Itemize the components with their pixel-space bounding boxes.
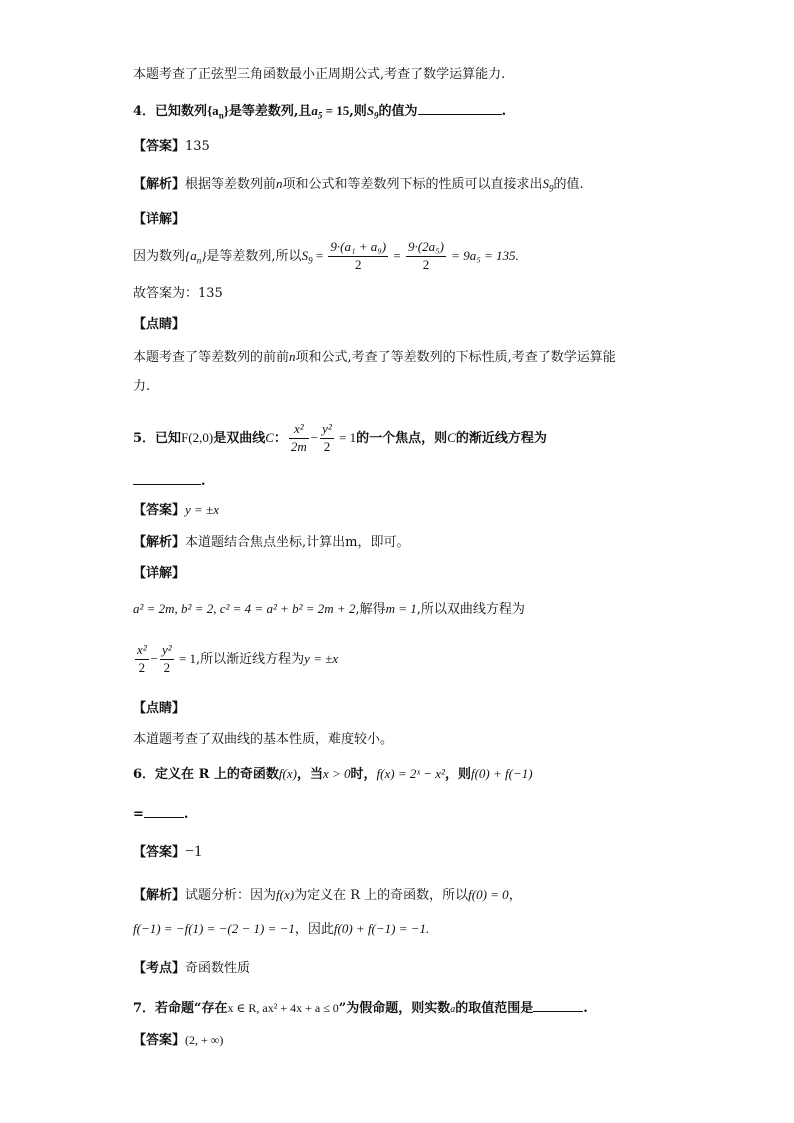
- question-text: 若命题“存在: [155, 1001, 228, 1016]
- keypoint-row: [133, 962, 250, 977]
- fraction: $\frac{\text{9·(a₁ + a₉)}}{2}$: [330, 239, 387, 272]
- question-text: 已知数列: [155, 104, 208, 119]
- detail-row: $\frac{\text{x²}}{2}$ − $\frac{\text{y²}}{2}$ = 1,所以渐近线方程为y = ±x: [137, 642, 339, 675]
- question-text: 已知: [155, 430, 182, 446]
- detail-row: a² = 2m, b² = 2, c² = 4 = a² + b² = 2m + 2,解得m = 1,所以双曲线方程为: [133, 601, 525, 617]
- math-eq: =: [312, 247, 327, 263]
- answer-blank: [133, 474, 201, 485]
- question-6-blank: = .: [133, 807, 189, 822]
- question-text: 的值为: [378, 104, 418, 119]
- comment-tag: 【点睛】: [133, 701, 186, 716]
- question-number: 4．: [133, 104, 156, 119]
- math-sequence: $\{a_n\}$: [207, 103, 229, 121]
- question-number: 7．: [133, 1001, 156, 1016]
- question-text: 是双曲线: [213, 430, 266, 446]
- analysis-row: 【解析】试题分析：因为f(x)为定义在 R 上的奇函数，所以f(0) = 0，: [133, 887, 522, 903]
- detail-text: 因为数列: [133, 248, 186, 264]
- fraction: $\frac{\text{x²}}{2m}$: [290, 421, 307, 454]
- answer-value: −1: [185, 843, 203, 860]
- detail-row: 因为数列$\{a_n\}$是等差数列,所以$S_9$ = $\frac{\text{9·(a₁ + a₉)}}{2}$ = $\frac{\text{9·(2a₅)}}{2}$ = 9a₅ = 135.: [133, 239, 519, 272]
- math-condition: $a_5 = 15$: [311, 103, 350, 121]
- fraction: $\frac{\text{y²}}{2}$: [162, 642, 172, 675]
- analysis-text: 根据等差数列前: [185, 177, 277, 192]
- question-text: 定义在 R 上的奇函数: [155, 767, 279, 782]
- question-4: [133, 104, 506, 121]
- math-point: F(2,0): [181, 429, 214, 445]
- analysis-row: [133, 177, 584, 194]
- question-5: 5．已知F(2,0)是双曲线C： $\frac{\text{x²}}{2m}$ − $\frac{\text{y²}}{2}$ = 1的一个焦点，则C的渐近线方程为: [133, 421, 547, 454]
- answer-row: [133, 140, 210, 155]
- answer-tag: 【答案】: [133, 503, 186, 518]
- question-5-blank: .: [133, 474, 206, 490]
- analysis-row: f(−1) = −f(1) = −(2 − 1) = −1，因此f(0) + f(−1) = −1.: [133, 921, 430, 937]
- answer-row: [133, 843, 202, 861]
- question-6: 6．定义在 R 上的奇函数f(x)，当x > 0时，f(x) = 2ˣ − x²，则f(0) + f(−1): [133, 766, 533, 782]
- math-sequence: $\{a_n\}$: [185, 247, 207, 266]
- answer-statement: 故答案为：135: [133, 286, 223, 301]
- answer-row: [133, 503, 219, 519]
- math-s9: $S_9$: [366, 103, 379, 121]
- answer-value: y = ±x: [185, 502, 219, 517]
- answer-value: (2, + ∞): [185, 1033, 224, 1047]
- keypoint-tag: 【考点】: [133, 961, 186, 976]
- answer-row: [133, 1034, 223, 1049]
- analysis-text: 项和公式和等差数列下标的性质可以直接求出: [282, 177, 543, 192]
- question-text: ,则: [349, 104, 367, 119]
- question-text: 的渐近线方程为: [455, 430, 547, 446]
- question-number: 6．: [133, 767, 156, 782]
- math-s9: $S_9$: [542, 176, 554, 194]
- fraction: $\frac{\text{x²}}{2}$: [137, 642, 147, 675]
- question-number: 5．: [133, 430, 156, 446]
- math-expression: a² = 2m, b² = 2, c² = 4 = a² + b² = 2m + 2: [133, 601, 356, 616]
- math-n: n: [276, 176, 283, 191]
- answer-tag: 【答案】: [133, 1033, 186, 1048]
- analysis-text: 本道题结合焦点坐标,计算出m，即可。: [185, 535, 410, 550]
- comment-tag: 【点睛】: [133, 317, 186, 332]
- analysis-row: [133, 536, 409, 551]
- comment-text: 本题考查了等差数列的前前n项和公式,考查了等差数列的下标性质,考查了数学运算能: [133, 349, 616, 365]
- detail-tag: 【详解】: [133, 566, 186, 581]
- answer-tag: 【答案】: [133, 845, 186, 860]
- answer-blank: [144, 807, 184, 818]
- fraction: $\frac{\text{9·(2a₅)}}{2}$: [407, 239, 444, 272]
- keypoint-text: 奇函数性质: [185, 961, 251, 976]
- question-end: .: [501, 104, 507, 119]
- answer-blank: [418, 104, 502, 115]
- question-text: 是等差数列,且: [228, 104, 312, 119]
- detail-text: 是等差数列,所以: [206, 248, 302, 264]
- analysis-tag: 【解析】: [133, 888, 186, 903]
- paragraph-line: 本题考查了正弦型三角函数最小正周期公式,考查了数学运算能力.: [133, 67, 506, 82]
- analysis-text: 的值.: [553, 177, 584, 192]
- comment-text: 力.: [133, 379, 151, 394]
- question-text: 的一个焦点，则: [356, 430, 448, 446]
- comment-text: 本道题考查了双曲线的基本性质，难度较小。: [133, 732, 394, 747]
- fraction: $\frac{\text{y²}}{2}$: [322, 421, 332, 454]
- answer-tag: 【答案】: [133, 139, 186, 154]
- analysis-tag: 【解析】: [133, 177, 186, 192]
- analysis-tag: 【解析】: [133, 535, 186, 550]
- answer-blank: [533, 1001, 583, 1012]
- math-result: = 9a₅ = 135.: [447, 247, 519, 263]
- answer-value: 135: [185, 139, 210, 154]
- detail-tag: 【详解】: [133, 212, 186, 227]
- math-s9: $S_9$: [301, 247, 313, 266]
- question-7: 7．若命题“存在x ∈ R, ax² + 4x + a ≤ 0”为假命题，则实数a的取值范围是 .: [133, 1001, 588, 1016]
